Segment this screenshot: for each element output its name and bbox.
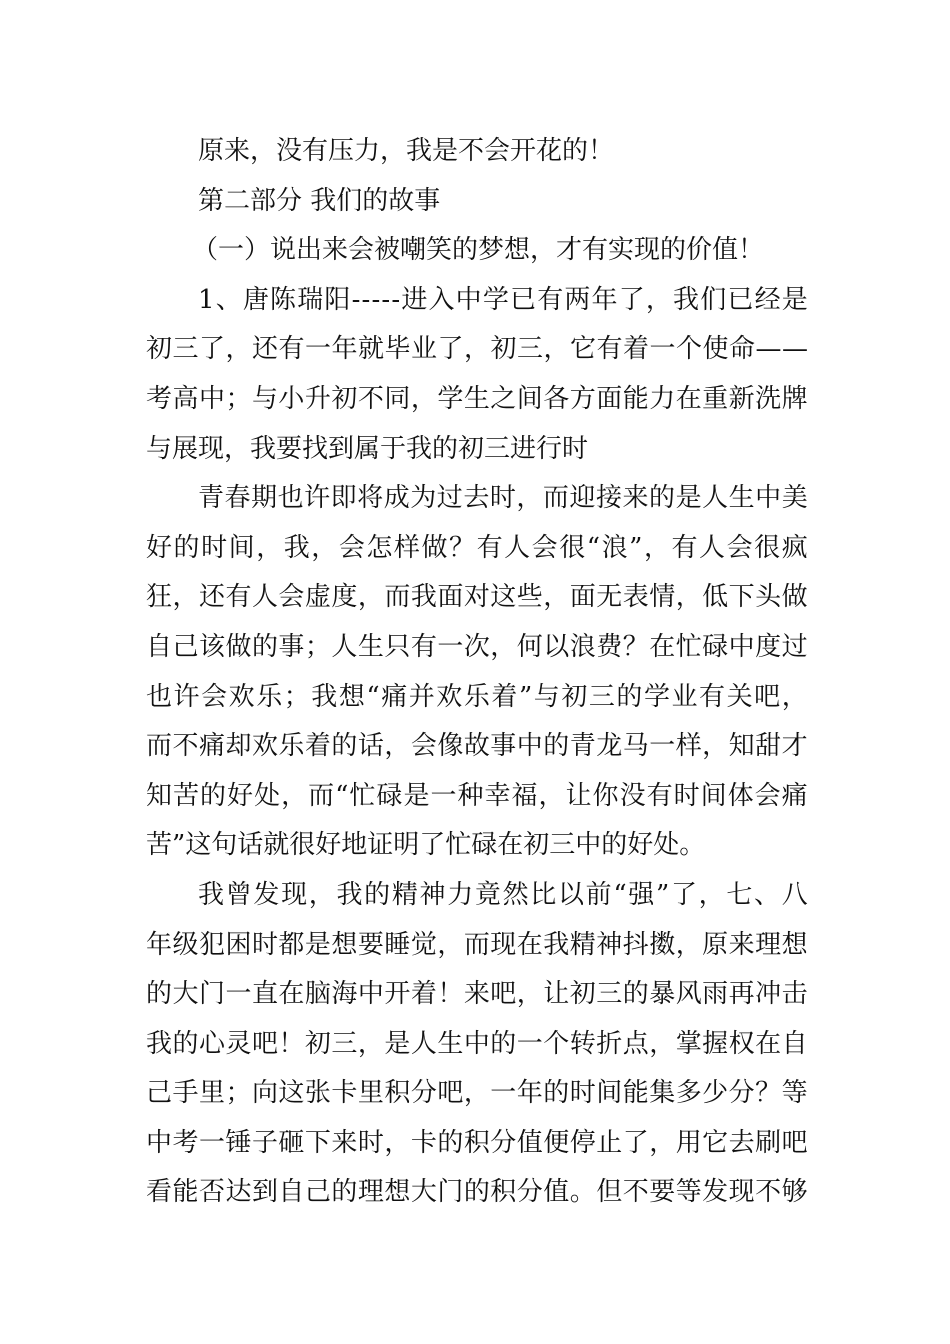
paragraph-line: 好 的 时 间 ， 我 ， 会 怎 样 做 ？ 有 人 会 很 “ 浪 ” ， 有 人 会 很 疯 (146, 532, 808, 563)
paragraph-line: 考 高 中 ； 与 小 升 初 不 同 ， 学 生 之 间 各 方 面 能 力 在 重 新 洗 牌 (146, 383, 808, 414)
paragraph-line: 1 、 唐 陈 瑞 阳 - - - - - 进 入 中 学 已 有 两 年 了 ， 我 们 已 经 是 (198, 284, 808, 315)
paragraph-line: 年 级 犯 困 时 都 是 想 要 睡 觉 ， 而 现 在 我 精 神 抖 擞 ， 原 来 理 想 (146, 929, 808, 960)
paragraph-line: 与展现，我要找到属于我的初三进行时 (146, 433, 589, 464)
paragraph-line: 狂 ， 还 有 人 会 虚 度 ， 而 我 面 对 这 些 ， 面 无 表 情 ， 低 下 头 做 (146, 582, 808, 613)
section-heading: 第二部分 我们的故事 (198, 185, 441, 216)
paragraph-line: 初 三 了 ， 还 有 一 年 就 毕 业 了 ， 初 三 ， 它 有 着 一 个 使 命 — — (146, 334, 808, 365)
paragraph-line: 我 的 心 灵 吧 ！ 初 三 ， 是 人 生 中 的 一 个 转 折 点 ， 掌 握 权 在 自 (146, 1028, 808, 1059)
paragraph-line: 知 苦 的 好 处 ， 而 “ 忙 碌 是 一 种 幸 福 ， 让 你 没 有 时 间 体 会 痛 (146, 780, 808, 811)
paragraph-line: 青 春 期 也 许 即 将 成 为 过 去 时 ， 而 迎 接 来 的 是 人 生 中 美 (198, 483, 808, 514)
paragraph-line: 自 己 该 做 的 事 ； 人 生 只 有 一 次 ， 何 以 浪 费 ？ 在 忙 碌 中 度 过 (146, 631, 808, 662)
paragraph-line: 原来，没有压力，我是不会开花的！ (198, 136, 615, 166)
paragraph-line: 己 手 里 ； 向 这 张 卡 里 积 分 吧 ， 一 年 的 时 间 能 集 多 少 分 ？ 等 (146, 1078, 808, 1109)
paragraph-line: 中 考 一 锤 子 砸 下 来 时 ， 卡 的 积 分 值 便 停 止 了 ， 用 它 去 刷 吧 (146, 1127, 808, 1158)
paragraph-line: 而 不 痛 却 欢 乐 着 的 话 ， 会 像 故 事 中 的 青 龙 马 一 样 ， 知 甜 才 (146, 731, 808, 762)
paragraph-line: 看 能 否 达 到 自 己 的 理 想 大 门 的 积 分 值 。 但 不 要 等 发 现 不 够 (146, 1177, 808, 1208)
paragraph-line: 苦”这句话就很好地证明了忙碌在初三中的好处。 (146, 830, 706, 861)
body-text (146, 127, 808, 1218)
paragraph-line: 的 大 门 一 直 在 脑 海 中 开 着 ！ 来 吧 ， 让 初 三 的 暴 风 雨 再 冲 击 (146, 979, 808, 1010)
paragraph-line: 我 曾 发 现 ， 我 的 精 神 力 竟 然 比 以 前 “ 强 ” 了 ， 七 、 八 (198, 879, 808, 910)
subsection-heading: （一）说出来会被嘲笑的梦想，才有实现的价值！ (192, 235, 765, 266)
paragraph-line: 也 许 会 欢 乐 ； 我 想 “ 痛 并 欢 乐 着 ” 与 初 三 的 学 业 有 关 吧 ， (146, 681, 808, 712)
